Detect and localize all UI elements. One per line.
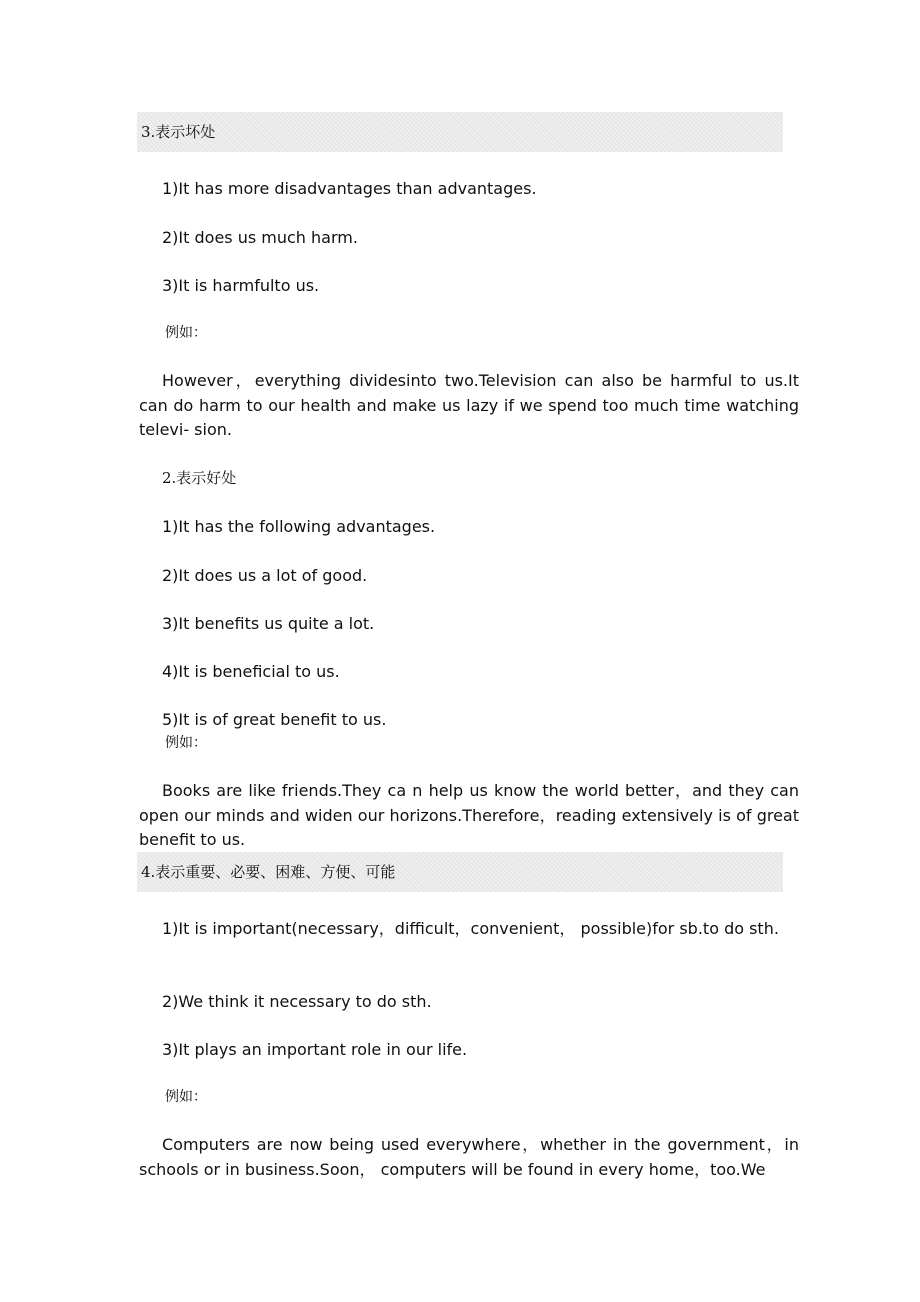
phrase-line: 3)It is harmfulto us. <box>162 276 320 295</box>
section-heading: 3.表示坏处 <box>141 123 216 141</box>
section-heading-band <box>137 112 783 152</box>
phrase-line: 3)It benefits us quite a lot. <box>162 614 375 633</box>
example-paragraph: However，everything dividesinto two.Television can also be harmful to us.It can do harm to our health and make us lazy if we spend too much time watching televi- sion. <box>139 371 799 439</box>
example-label: 例如： <box>165 735 207 751</box>
example-paragraph: Books are like friends.They ca n help us know the world better，and they can open our minds and widen our horizons.Therefore，reading extensively is of great benefit to us. <box>139 781 799 849</box>
example-label: 例如： <box>165 325 207 341</box>
phrase-line: 3)It plays an important role in our life. <box>162 1040 468 1059</box>
phrase-line: 2)It does us a lot of good. <box>162 566 368 585</box>
phrase-line: 4)It is beneficial to us. <box>162 662 340 681</box>
example-label: 例如： <box>165 1089 207 1105</box>
phrase-line: 1)It has the following advantages. <box>162 517 436 536</box>
phrase-line: 2)We think it necessary to do sth. <box>162 992 432 1011</box>
phrase-line: 2)It does us much harm. <box>162 228 358 247</box>
section-subheading: 2.表示好处 <box>162 469 237 487</box>
phrase-line: 1)It has more disadvantages than advantages. <box>162 179 537 198</box>
phrase-line: 5)It is of great benefit to us. <box>162 710 387 729</box>
section-heading: 4.表示重要、必要、困难、方便、可能 <box>141 863 396 881</box>
section-heading-band <box>137 852 783 892</box>
phrase-line: 1)It is important(necessary，difficult，convenient， possible)for sb.to do sth. <box>162 919 779 938</box>
example-paragraph: Computers are now being used everywhere，whether in the government，in schools or in business.Soon， computers will be found in every home，too.We <box>139 1135 800 1179</box>
